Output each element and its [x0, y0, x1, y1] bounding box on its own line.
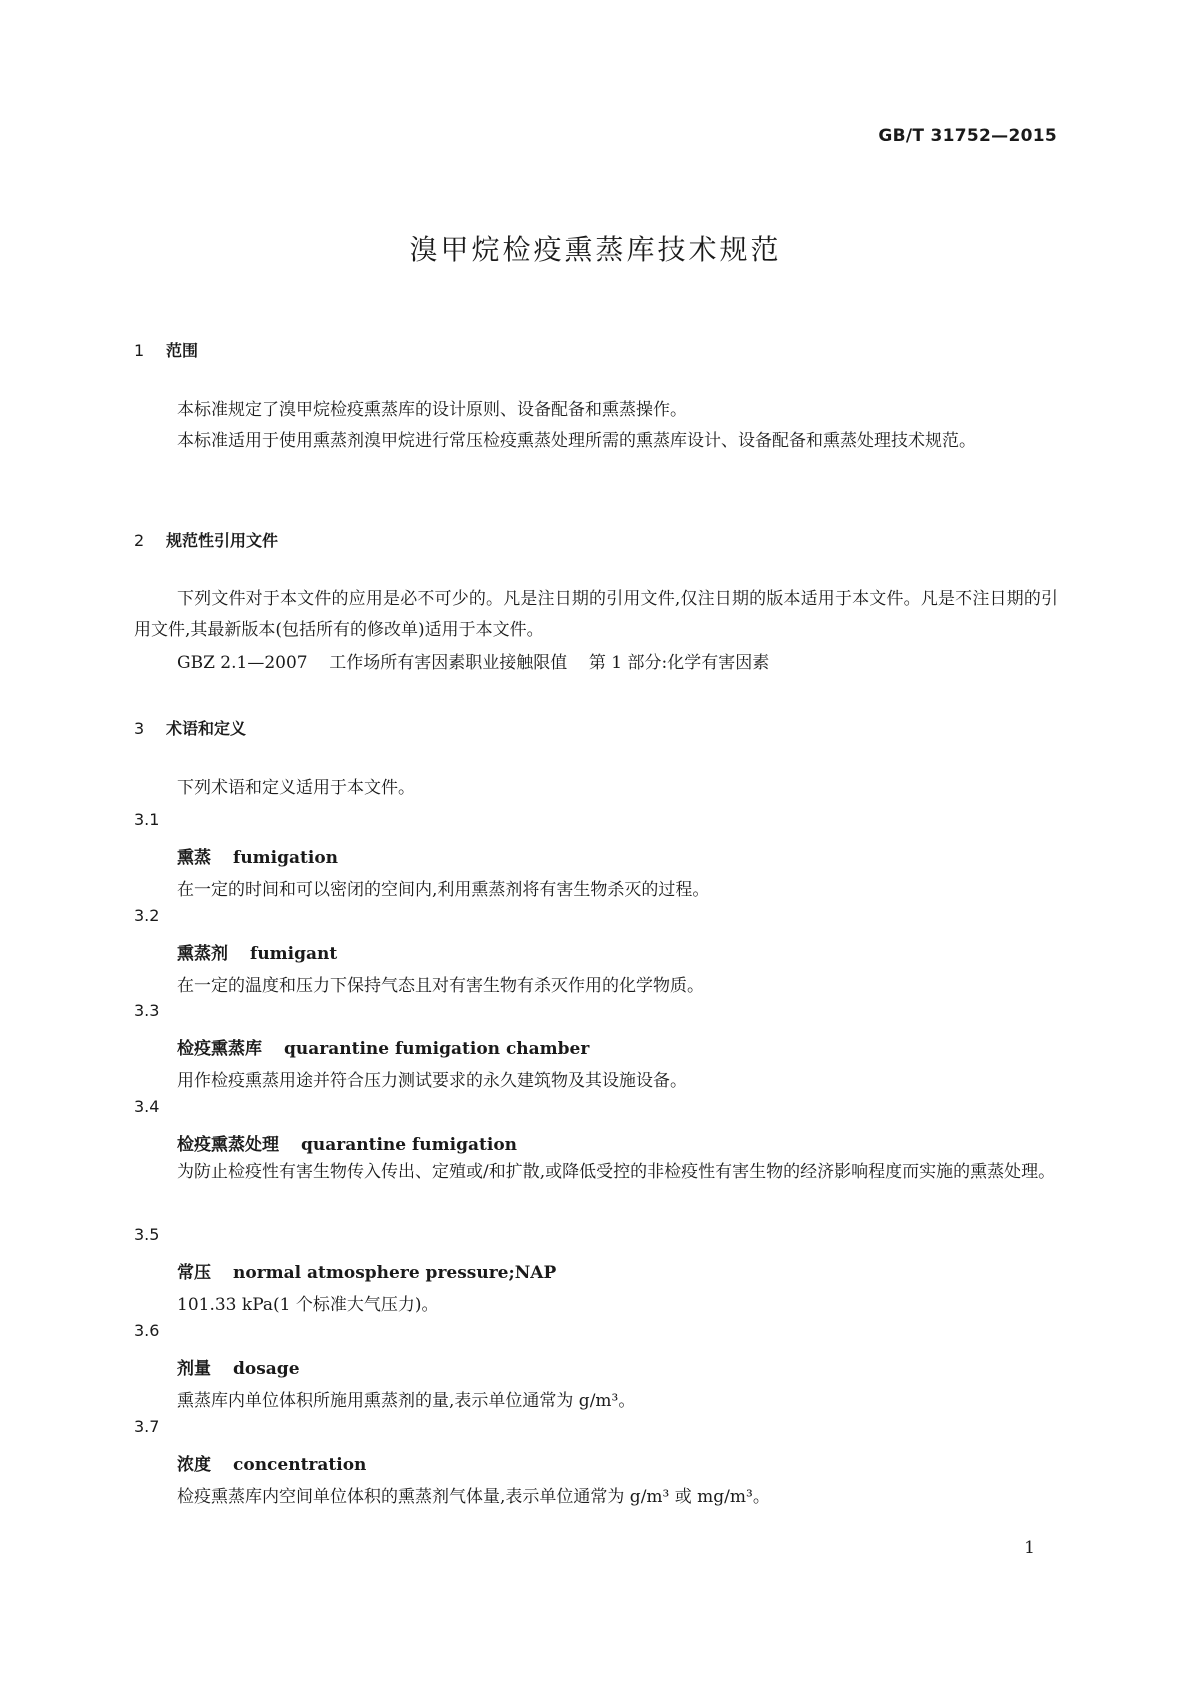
paragraph: 本标准适用于使用熏蒸剂溴甲烷进行常压检疫熏蒸处理所需的熏蒸库设计、设备配备和熏蒸处理技术规范。 [177, 431, 976, 451]
terms-intro: 下列术语和定义适用于本文件。 [177, 778, 415, 798]
standard-code: GB/T 31752—2015 [878, 126, 1057, 146]
term-en: normal atmosphere pressure;NAP [233, 1263, 557, 1283]
section-title: 范围 [166, 341, 199, 360]
section-number: 1 [134, 341, 145, 360]
page-number: 1 [1024, 1538, 1035, 1558]
section-title: 术语和定义 [166, 719, 247, 738]
term-zh: 熏蒸剂 [177, 944, 228, 964]
section-title: 规范性引用文件 [166, 531, 279, 550]
term-definition: 用作检疫熏蒸用途并符合压力测试要求的永久建筑物及其设施设备。 [177, 1071, 687, 1091]
term-zh: 浓度 [177, 1455, 211, 1475]
term-number: 3.5 [134, 1225, 160, 1244]
term-zh: 检疫熏蒸处理 [177, 1135, 279, 1155]
term-en: quarantine fumigation chamber [284, 1039, 590, 1059]
section-heading [134, 528, 278, 551]
term-en: fumigation [233, 848, 339, 868]
term-en: fumigant [250, 944, 338, 964]
term-number: 3.3 [134, 1001, 160, 1020]
paragraph: 本标准规定了溴甲烷检疫熏蒸库的设计原则、设备配备和熏蒸操作。 [177, 400, 687, 420]
section-number: 3 [134, 719, 145, 738]
term-zh: 剂量 [177, 1359, 211, 1379]
term-zh: 熏蒸 [177, 848, 211, 868]
term-definition: 熏蒸库内单位体积所施用熏蒸剂的量,表示单位通常为 g/m³。 [177, 1391, 636, 1411]
term-heading [177, 1130, 517, 1155]
section-number: 2 [134, 531, 145, 550]
term-number: 3.2 [134, 906, 160, 925]
reference-entry [177, 648, 769, 673]
term-number: 3.6 [134, 1321, 160, 1340]
term-number: 3.1 [134, 810, 160, 829]
term-heading [177, 1450, 366, 1475]
reference-part: 第 1 部分:化学有害因素 [588, 653, 770, 673]
term-zh: 检疫熏蒸库 [177, 1039, 262, 1059]
document-title: 溴甲烷检疫熏蒸库技术规范 [409, 233, 782, 266]
term-en: quarantine fumigation [301, 1135, 518, 1155]
term-en: concentration [233, 1455, 367, 1475]
term-heading [177, 1354, 300, 1379]
section-heading [134, 716, 246, 739]
term-zh: 常压 [177, 1263, 211, 1283]
term-heading [177, 1034, 589, 1059]
term-heading [177, 1258, 556, 1283]
reference-title: 工作场所有害因素职业接触限值 [329, 653, 568, 673]
term-definition: 在一定的时间和可以密闭的空间内,利用熏蒸剂将有害生物杀灭的过程。 [177, 880, 710, 900]
term-definition: 101.33 kPa(1 个标准大气压力)。 [177, 1295, 439, 1315]
term-heading [177, 939, 337, 964]
term-definition: 为防止检疫性有害生物传入传出、定殖或/和扩散,或降低受控的非检疫性有害生物的经济影响程度而实施的熏蒸处理。 [177, 1162, 1056, 1182]
term-definition: 在一定的温度和压力下保持气态且对有害生物有杀灭作用的化学物质。 [177, 976, 704, 996]
section-heading [134, 338, 198, 361]
reference-code: GBZ 2.1—2007 [177, 653, 308, 673]
term-en: dosage [233, 1359, 300, 1379]
term-number: 3.7 [134, 1417, 160, 1436]
term-definition: 检疫熏蒸库内空间单位体积的熏蒸剂气体量,表示单位通常为 g/m³ 或 mg/m³。 [177, 1487, 770, 1507]
paragraph: 下列文件对于本文件的应用是必不可少的。凡是注日期的引用文件,仅注日期的版本适用于本文件。凡是不注日期的引用文件,其最新版本(包括所有的修改单)适用于本文件。 [134, 589, 1058, 640]
term-number: 3.4 [134, 1097, 160, 1116]
term-heading [177, 843, 338, 868]
